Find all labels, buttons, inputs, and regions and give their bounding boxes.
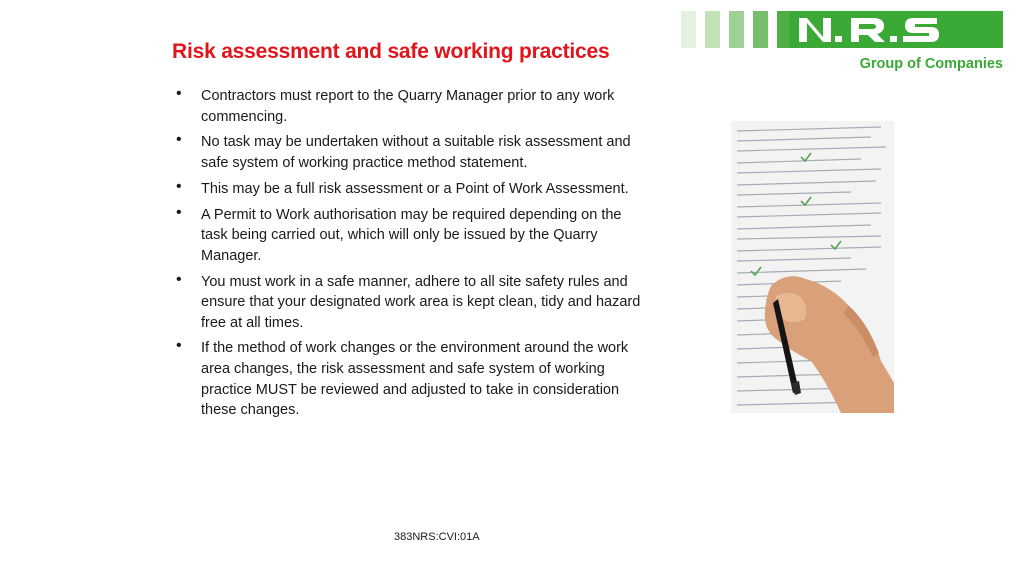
bullet-text: A Permit to Work authorisation may be required depending on the task being carried out, which will only be issued by the Quarry Manager.	[201, 206, 622, 264]
bullet-icon: •	[176, 177, 182, 195]
nrs-logo	[681, 11, 1003, 77]
bullet-icon: •	[176, 131, 182, 149]
bullet-text: If the method of work changes or the environment around the work area changes, the risk assessment and safe system of working practice MUST be reviewed and adjusted to take in consideration these changes.	[201, 340, 629, 419]
document-signing-illustration	[731, 121, 894, 413]
bullet-item	[172, 338, 642, 420]
bullet-icon: •	[176, 85, 182, 102]
signing-document-photo	[731, 121, 894, 413]
bullet-icon: •	[176, 203, 182, 221]
bullet-item	[172, 205, 642, 267]
bullet-icon: •	[176, 337, 182, 355]
bullet-text: You must work in a safe manner, adhere to all site safety rules and ensure that your designated work area is kept clean, tidy and hazard free at all times.	[201, 273, 641, 331]
bullet-item	[172, 179, 642, 200]
bullet-item	[172, 272, 642, 334]
bullet-list	[172, 86, 642, 426]
bullet-item	[172, 132, 642, 173]
bullet-text: Contractors must report to the Quarry Manager prior to any work commencing.	[201, 88, 615, 125]
bullet-item	[172, 86, 642, 127]
slide-title: Risk assessment and safe working practices	[172, 40, 610, 63]
logo-tagline: Group of Companies	[859, 56, 1003, 72]
bullet-text: This may be a full risk assessment or a Point of Work Assessment.	[201, 180, 629, 197]
footer-code: 383NRS:CVI:01A	[394, 531, 480, 543]
bullet-text: No task may be undertaken without a suitable risk assessment and safe system of working practice method statement.	[201, 134, 631, 171]
bullet-icon: •	[176, 270, 182, 288]
